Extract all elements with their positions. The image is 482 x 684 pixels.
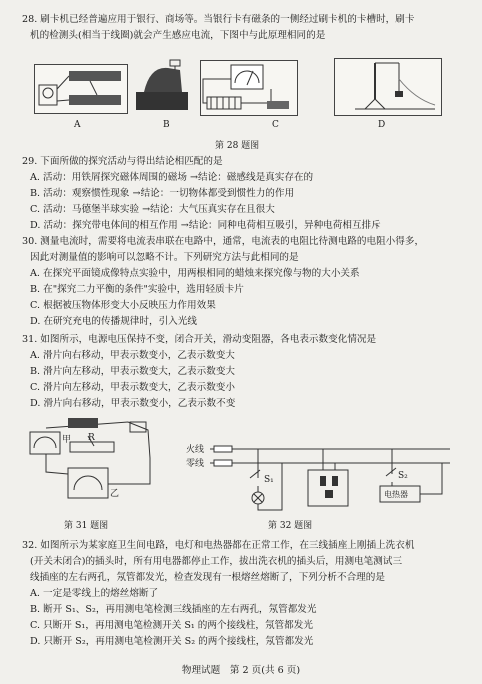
q32-fuse-neutral (214, 460, 232, 466)
q31-option-c: C. 滑片向左移动，甲表示数变大，乙表示数变小 (30, 382, 235, 393)
q31-option-d: D. 滑片向右移动，甲表示数变小，乙表示数不变 (30, 398, 236, 409)
q32-option-a: A. 一定是零线上的熔丝熔断了 (30, 588, 159, 599)
q32-option-b: B. 断开 S₁、S₂，再用测电笔检测三线插座的左右两孔，氖管都发光 (30, 604, 317, 615)
q30-option-a: A. 在探究平面镜成像特点实验中，用两根相同的蜡烛来探究像与物的大小关系 (30, 268, 360, 279)
q31-label-yi: 乙 (110, 489, 120, 499)
q32-neutral-wire-label: 零线 (186, 459, 205, 469)
q29-stem: 29. 下面所做的探究活动与得出结论相匹配的是 (22, 156, 223, 167)
q30-stem-line2: 因此对测量值的影响可以忽略不计。下列研究方法与此相同的是 (30, 252, 299, 263)
q32-circuit-figure (180, 442, 460, 516)
q28-figure-c (200, 60, 298, 116)
q28-figure-a (34, 64, 128, 114)
q28-label-a: A (74, 120, 81, 130)
q28-figure-b (130, 58, 192, 114)
q32-stem-line1: 32. 如图所示为某家庭卫生间电路，电灯和电热器都在正常工作，在三线插座上刚插上洗衣机 (22, 540, 415, 551)
q29-option-a: A. 活动：用铁屑探究磁体周围的磁场 →结论：磁感线是真实存在的 (30, 172, 314, 183)
q32-caption: 第 32 题图 (268, 521, 313, 531)
q31-label-r: R (88, 433, 95, 443)
q28-figure-d (334, 58, 442, 116)
q32-option-c: C. 只断开 S₁，再用测电笔检测开关 S₁ 的两个接线柱，氖管都发光 (30, 620, 313, 631)
q30-option-b: B. 在"探究二力平衡的条件"实验中，选用轻质卡片 (30, 284, 244, 295)
q28-label-b: B (163, 120, 170, 130)
q32-live-wire-label: 火线 (186, 445, 205, 455)
q32-stem-line2: (开关未闭合)的插头时，所有用电器都停止工作，拔出洗衣机的插头后，用测电笔测试三 (30, 556, 403, 567)
q29-option-d: D. 活动：探究带电体间的相互作用 →结论：同种电荷相互吸引，异种电荷相互排斥 (30, 220, 381, 231)
page-footer: 物理试题 第 2 页(共 6 页) (181, 665, 301, 676)
q32-fuse-live (214, 446, 232, 452)
q32-label-s2: S₂ (398, 471, 408, 481)
q28-figure-b-drawing (130, 58, 192, 114)
q30-option-d: D. 在研究充电的传播规律时，引入光线 (30, 316, 197, 327)
q32-stem-line3: 线插座的左右两孔，氖管都发光，检查发现有一根熔丝熔断了，下列分析不合理的是 (30, 572, 385, 583)
q31-caption: 第 31 题图 (64, 521, 109, 531)
q28-figure-d-drawing (335, 59, 441, 115)
q32-label-s1: S₁ (264, 475, 274, 485)
q29-option-c: C. 活动：马德堡半球实验 →结论：大气压真实存在且很大 (30, 204, 275, 215)
q31-stem: 31. 如图所示，电源电压保持不变，闭合开关，滑动变阻器，各电表示数变化情况是 (22, 334, 377, 345)
q28-label-d: D (378, 120, 386, 130)
q32-heater-label: 电热器 (384, 490, 408, 499)
q28-figure-c-drawing (201, 61, 297, 115)
q28-figure-a-drawing (35, 65, 127, 113)
q32-three-pin-socket (308, 470, 348, 506)
q28-stem-line1: 28. 刷卡机已经普遍应用于银行、商场等。当银行卡有磁条的一侧经过刷卡机的卡槽时，刷卡 (22, 14, 415, 25)
q30-option-c: C. 根据被压物体形变大小反映压力作用效果 (30, 300, 216, 311)
q31-meter-jia (30, 432, 60, 454)
q32-option-d: D. 只断开 S₂，再用测电笔检测开关 S₂ 的两个接线柱，氖管都发光 (30, 636, 314, 647)
q31-option-b: B. 滑片向左移动，甲表示数变大，乙表示数变大 (30, 366, 236, 377)
q28-stem-line2: 机的检测头(相当于线圈)就会产生感应电流，下图中与此原理相同的是 (30, 30, 326, 41)
q28-label-c: C (272, 120, 279, 130)
q31-meter-yi (68, 468, 108, 498)
q30-stem-line1: 30. 测量电流时，需要将电流表串联在电路中，通常，电流表的电阻比待测电路的电阻小得多， (22, 236, 425, 247)
q31-option-a: A. 滑片向右移动，甲表示数变小，乙表示数变大 (30, 350, 235, 361)
q28-caption: 第 28 题图 (215, 141, 260, 151)
q31-circuit-figure (28, 414, 158, 512)
q29-option-b: B. 活动：观察惯性现象 →结论：一切物体都受到惯性力的作用 (30, 188, 295, 199)
q31-label-jia: 甲 (62, 435, 72, 445)
q31-battery (68, 418, 98, 428)
